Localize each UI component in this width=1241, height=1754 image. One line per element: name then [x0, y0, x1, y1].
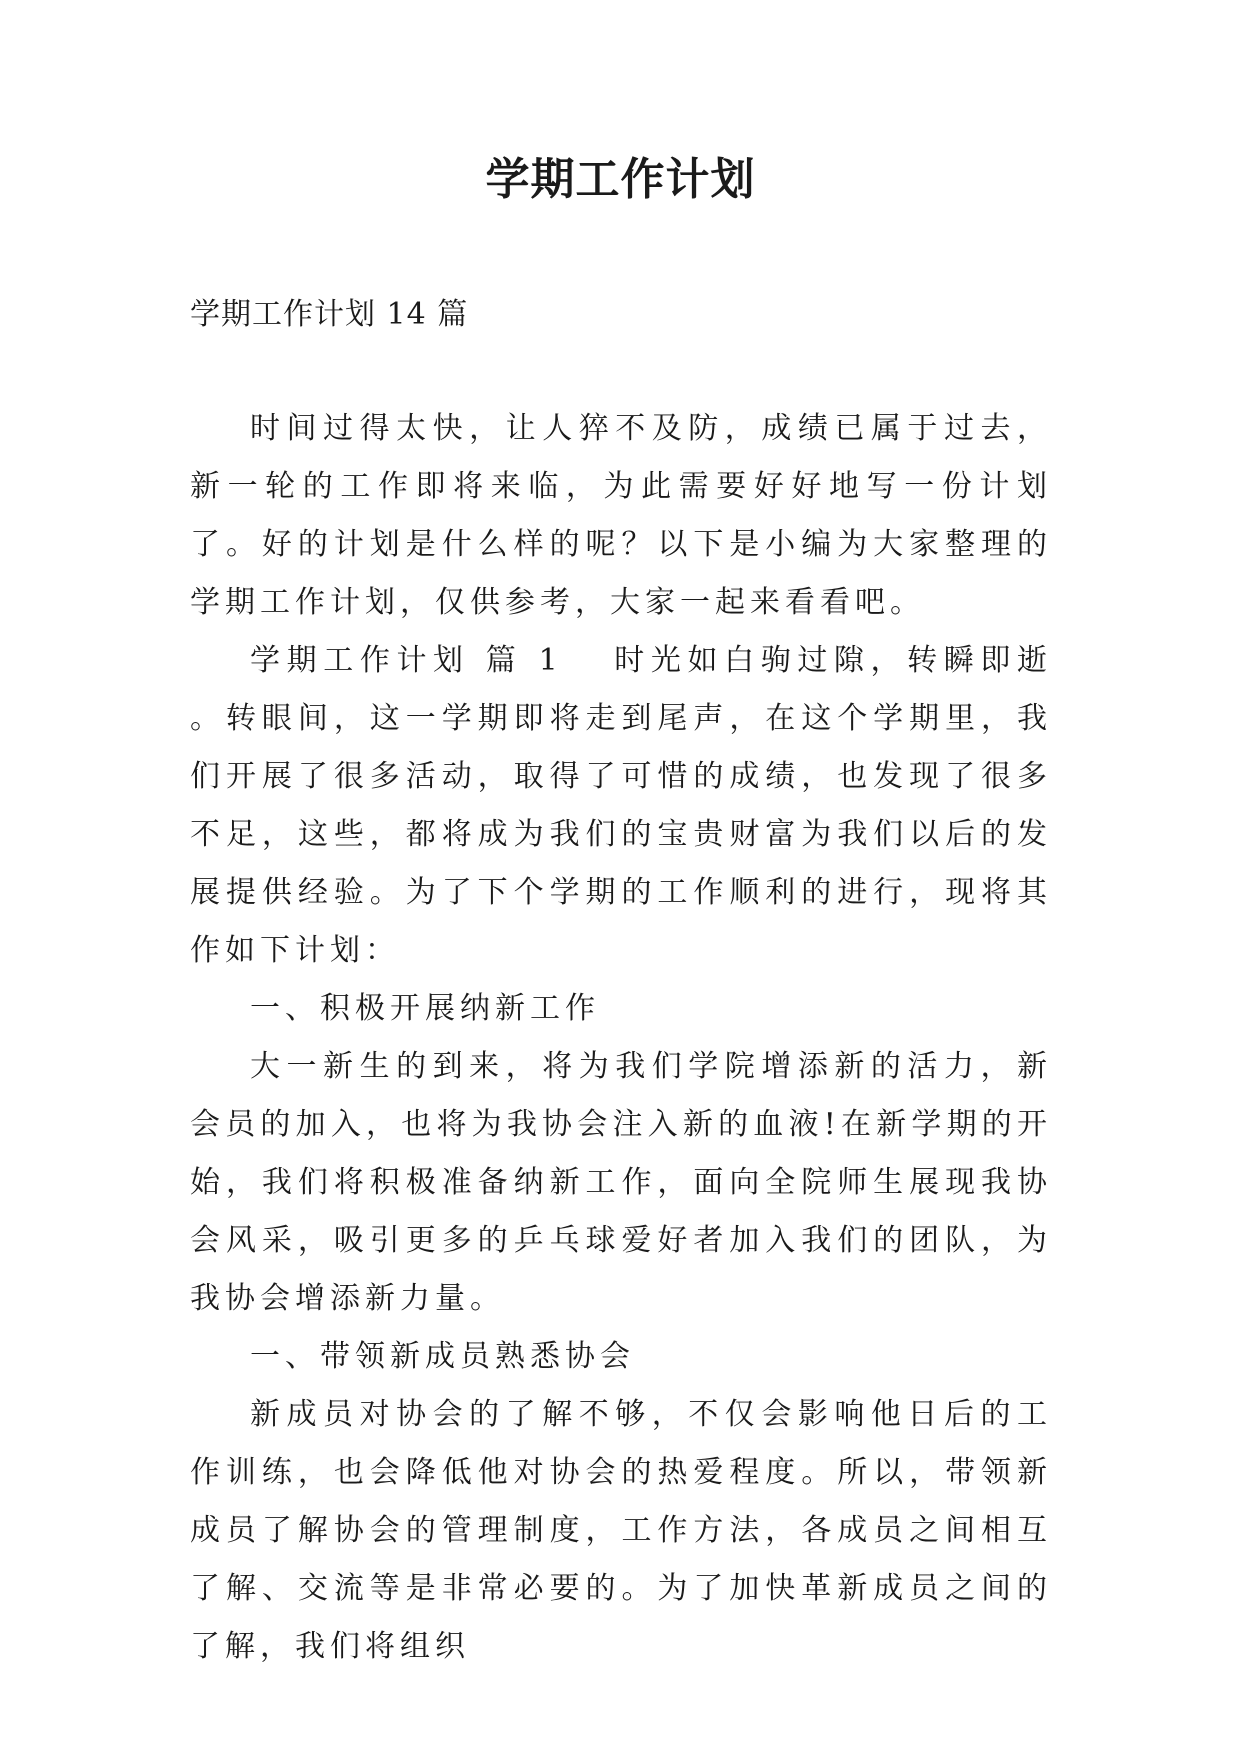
section-label: 学期工作计划 篇 1: [250, 643, 563, 678]
section-lead-text: 时光如白驹过隙，转瞬即逝 。转眼间，这一学期即将走到尾声，在这个学期里，我们开展了很多活动，取得了可惜的成绩，也发现了很多不足，这些，都将成为我们的宝贵财富为我们以后的发展提供经验。为了下个学期的工作顺利的进行，现将其作如下计划：: [190, 643, 1053, 968]
document-subtitle: 学期工作计划 14 篇: [190, 297, 469, 332]
document-body: [190, 400, 1052, 1676]
intro-paragraph: 时间过得太快，让人猝不及防，成绩已属于过去，新一轮的工作即将来临，为此需要好好地写一份计划了。好的计划是什么样的呢？以下是小编为大家整理的学期工作计划，仅供参考，大家一起来看看吧。: [190, 411, 1052, 620]
section-1-paragraph: [190, 632, 1052, 980]
document-title: 学期工作计划: [485, 154, 756, 205]
heading-orientation: 一、带领新成员熟悉协会: [250, 1339, 635, 1374]
orientation-paragraph: 新成员对协会的了解不够，不仅会影响他日后的工作训练，也会降低他对协会的热爱程度。所以，带领新成员了解协会的管理制度，工作方法，各成员之间相互了解、交流等是非常必要的。为了加快革新成员之间的了解，我们将组织: [190, 1397, 1052, 1664]
recruitment-paragraph: 大一新生的到来，将为我们学院增添新的活力，新会员的加入，也将为我协会注入新的血液!在新学期的开始，我们将积极准备纳新工作，面向全院师生展现我协会风采，吸引更多的乒乓球爱好者加入我们的团队，为我协会增添新力量。: [190, 1049, 1052, 1316]
heading-recruitment: 一、积极开展纳新工作: [250, 991, 600, 1026]
